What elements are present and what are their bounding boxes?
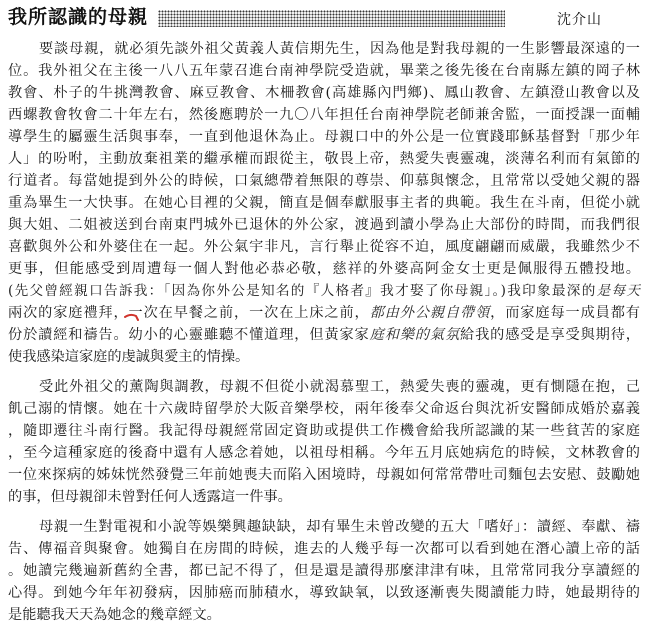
text-line: 受此外祖父的薰陶與調教，母親不但從小就渴慕聖工，熱愛失喪的靈魂，更有惻隱在抱，己 <box>39 379 640 395</box>
handwritten-annotation: 都由外公親自帶領 <box>369 305 491 321</box>
handwritten-annotation: 是每天 <box>596 283 640 299</box>
printed-text: 給我的感受是享受與期待， <box>460 327 640 343</box>
article-title: 我所認識的母親 <box>8 6 149 28</box>
text-line: ，隨即遷往斗南行醫。我記得母親經常固定資助或提供工作機會給我所認識的某一些貧苦的家庭 <box>8 423 640 439</box>
paragraph-1 <box>8 38 640 368</box>
text-line: 喜歡與外公和外婆住在一起。外公氣宇非凡，言行舉止從容不迫，風度翩翩而威嚴，我雖然少不 <box>8 239 640 255</box>
text-line: ，至今這種家庭的後裔中還有人感念着她，以祖母相稱。今年五月底她病危的時候，文林教會的 <box>8 445 640 461</box>
text-line: 位。我外祖父在主後一八八五年蒙召進台南神學院受造就，畢業之後先後在台南縣左鎮的岡子林 <box>8 63 640 79</box>
text-line: 教會、朴子的牛挑灣教會、麻豆教會、木柵教會(高雄縣內門鄉)、鳳山教會、左鎮澄山教會以及 <box>8 85 640 101</box>
article-header <box>8 4 640 30</box>
text-line: 告、傳福音與聚會。她獨自在房間的時候，進去的人幾乎每一次都可以看到她在潛心讀上帝的話 <box>8 541 640 557</box>
red-ink-mark <box>124 311 140 323</box>
text-line: 飢己溺的情懷。她在十六歲時留學於大阪音樂學校，兩年後奉父命返台與沈祈安醫師成婚於嘉義 <box>8 401 640 417</box>
text-line: 行道者。每當她提到外公的時候，口氣總帶着無限的尊崇、仰慕與懷念，且常常以受她父親的器 <box>8 173 640 189</box>
text-line: 是能聽我天天為她念的幾章經文。 <box>8 607 221 623</box>
text-line <box>8 302 640 324</box>
printed-text: ，而家庭每一成員都有 <box>490 305 640 321</box>
text-line: 導學生的屬靈生活與事奉，一直到他退休為止。母親口中的外公是一位實踐耶穌基督對「那少年 <box>8 129 640 145</box>
text-line: 母親一生對電視和小說等娛樂興趣缺缺，却有畢生未曾改變的五大「嗜好」：讀經、奉獻、禱 <box>39 519 640 535</box>
paragraph-3 <box>8 516 640 626</box>
printed-text: 份於讀經和禱告。幼小的心靈雖聽不懂道理，但黃家家 <box>8 327 370 343</box>
author-name: 沈介山 <box>557 12 602 28</box>
text-line <box>8 280 640 302</box>
text-line: 使我感染這家庭的虔誠與愛主的情操。 <box>8 349 250 365</box>
text-line <box>8 324 640 346</box>
text-line: 與大姐、二姐被送到台南東門城外已退休的外公家，渡過到讀小學為止大部份的時間，而我們很 <box>8 217 640 233</box>
halftone-title-bar <box>158 10 505 27</box>
text-line: 的事，但母親卻未曾對任何人透露這一件事。 <box>8 489 292 505</box>
text-line: 人」的吩咐，主動放棄祖業的繼承權而跟從主，敬畏上帝，熱愛失喪靈魂，淡薄名利而有氣節的 <box>8 151 640 167</box>
paragraph-2 <box>8 376 640 508</box>
handwritten-annotation: 庭和樂的氣氛 <box>369 327 461 343</box>
text-line: 要談母親，就必須先談外祖父黃義人黃信期先生，因為他是對我母親的一生影響最深遠的一 <box>39 41 640 57</box>
printed-text: 兩次的家庭禮拜，一次在早餐之前，一次在上床之前， <box>8 305 370 321</box>
text-line: 。她讀完幾遍新舊約全書，都已記不得了，但是還是讀得那麼津津有味，且常常同我分享讀經的 <box>8 563 640 579</box>
text-line: 心得。到她今年年初發病，因肺癌而肺積水，導致缺氧，以致逐漸喪失閱讀能力時，她最期待的 <box>8 585 640 601</box>
text-line: 西螺教會牧會二十年左右，然後應聘於一九〇八年担任台南神學院老師兼舍監，一面授課一面輔 <box>8 107 640 123</box>
text-line: 一位來探病的姊妹恍然發覺三年前她喪夫而陷入困境時，母親如何常常帶吐司麵包去安慰、鼓勵她 <box>8 467 640 483</box>
printed-text: (先父曾經親口告訴我：「因為你外公是知名的『人格者』我才娶了你母親」。)我印象最深的 <box>8 283 597 299</box>
text-line: 更事，但能感受到周遭每一個人對他必恭必敬，慈祥的外婆高阿金女士更是佩服得五體投地。 <box>8 261 640 277</box>
text-line: 重為畢生一大快事。在她心目裡的父親，簡直是個奉獻服事主者的典範。我生在斗南，但從小就 <box>8 195 640 211</box>
article-body <box>8 38 640 626</box>
